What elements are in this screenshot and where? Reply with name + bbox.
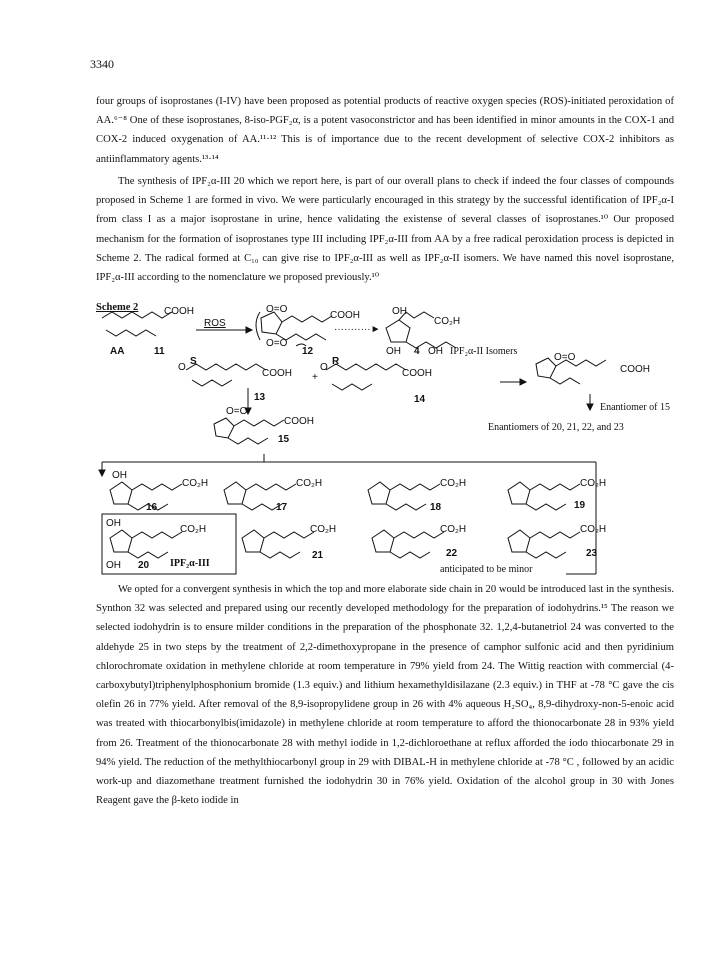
label-co2h: CO₂H <box>310 524 337 535</box>
cmpd-4-ring <box>386 320 410 342</box>
paragraph-2-text: The synthesis of IPF₂α-III 20 which we report here, is part of our overall plans to check if indeed the four classes of compounds proposed in Scheme 1 are formed in vivo. We were particularly encouraged in this strategy by the successful identification of IPF₂α-I from class I as a major isoprostane in urine, hence validating the existense of several classes of isoprostanes.¹⁰ Our proposed mechanism for the formation of isoprostanes type III including IPF₂α-III from AA by a free radical peroxidation process is depicted in Scheme 2. The radical formed at C₁₀ can give rise to IPF₂α-III as well as IPF₂α-II isomers. We have named this novel isoprostane, IPF₂α-III according to the nomenclature we proposed previously.¹⁰ <box>96 176 674 284</box>
label-minor: anticipated to be minor <box>440 564 533 575</box>
label-oh: OH <box>106 518 121 529</box>
label-ooh: OH <box>112 470 127 481</box>
label-oh: OH <box>428 346 443 357</box>
label-13: 13 <box>254 392 266 403</box>
paragraph-1 <box>96 92 674 169</box>
label-cooh: COOH <box>402 368 432 379</box>
label-15: 15 <box>278 434 290 445</box>
label-oo: O=O <box>226 406 248 417</box>
label-r: R <box>332 356 340 367</box>
cmpd-16-ring <box>110 482 132 504</box>
cmpd-21-ring <box>242 530 264 552</box>
cmpd-18-ring <box>368 482 390 504</box>
label-ipf-iii: IPF₂α-III <box>170 558 210 569</box>
label-co2h: CO₂H <box>580 478 607 489</box>
cmpd-20-box <box>102 514 236 574</box>
label-co2h: CO₂H <box>440 524 467 535</box>
page-number: 3340 <box>90 57 114 71</box>
cmpd-17-ring <box>224 482 246 504</box>
label-21: 21 <box>312 550 324 561</box>
cmpd-13-chain <box>186 364 266 370</box>
label-22: 22 <box>446 548 458 559</box>
paragraph-3-text: We opted for a convergent synthesis in which the top and more elaborate side chain in 20 would be introduced last in the synthesis. Synthon 32 was selected and prepared using our recently developed methodology for the preparation of iodohydrins.¹⁵ The reason we selected iodohydrin is to ensure milder conditions in the preparation of the phosphonate 32. 1,2,4-butanetriol 24 was converted to the aldehyde 25 in two steps by the treatment of 2,2-dimethoxypropane in the presence of camphor sulfonic acid and then pyridinium chlorochromate oxidation in methylene chloride at room temperature in 79% yield from 24. The Wittig reaction with commercial (4-carboxybutyl)triphenylphosphonium bromide (1.3 equiv.) and lithium hexamethyldisilazane (2.3 equiv.) in THF at -78 °C gave the cis olefin 26 in 77% yield. After removal of the 8,9-isopropylidene group in 26 with 4% aqueous H₂SO₄, 8,9-dihydroxy-non-5-enoic acid was treated with thiocarbonylbis(imidazole) in methylene chloride at room temperature to afford the thionocarbonate 28 in 93% yield from 26. Treatment of the thionocarbonate 28 with methyl iodide in 1,2-dichloroethane at reflux afforded the iodo thiocarbonate 29 in 94% yield. The reduction of the methylthiocarbonyl group in 29 with DIBAL-H in methylene chloride at -78 °C , followed by an acidic work-up and diazomethane treatment furnished the iodohydrin 30 in 76% yield. Oxidation of the alcohol group in 30 with Jones Reagent gave the β-keto iodide in <box>96 584 674 807</box>
label-oh: OH <box>392 306 407 317</box>
cmpd-20-ring <box>110 530 132 552</box>
paragraph-3 <box>96 580 674 810</box>
label-aa: AA <box>110 346 125 357</box>
label-16: 16 <box>146 502 158 513</box>
label-18: 18 <box>430 502 442 513</box>
label-s: S <box>190 356 197 367</box>
cmpd-15-ring <box>214 418 234 438</box>
label-co2h: CO₂H <box>180 524 207 535</box>
label-ipf-ii-isomers: IPF₂α-II Isomers <box>450 346 518 357</box>
label-17: 17 <box>276 502 288 513</box>
label-14: 14 <box>414 394 426 405</box>
label-ros: ROS <box>204 318 226 329</box>
label-cooh: COOH <box>262 368 292 379</box>
label-cooh: COOH <box>330 310 360 321</box>
scheme-2-figure <box>96 302 686 580</box>
label-11: 11 <box>154 346 165 357</box>
label-cooh: COOH <box>284 416 314 427</box>
paragraph-1-text: four groups of isoprostanes (I-IV) have been proposed as potential products of reactive oxygen species (ROS)-initiated peroxidation of AA.⁶⁻⁸ One of these isoprostanes, 8-iso-PGF₂α, is a potent vasoconstrictor and has been identified in minor amounts in the COX-1 and COX-2 induced oxygenation of AA.¹¹·¹² This is of importance due to the recent development of selective COX-2 inhibitors as antiinflammatory agents.¹³·¹⁴ <box>96 96 674 165</box>
label-oh: OH <box>386 346 401 357</box>
aa-chain-lower <box>106 330 156 336</box>
label-oh: OH <box>106 560 121 571</box>
label-plus: + <box>312 372 318 383</box>
label-enantiomer-15: Enantiomer of 15 <box>600 402 670 413</box>
label-12: 12 <box>302 346 314 357</box>
label-oo: O=O <box>266 304 288 315</box>
label-enantiomers: Enantiomers of 20, 21, 22, and 23 <box>488 422 624 433</box>
label-o: O <box>178 362 186 373</box>
label-23: 23 <box>586 548 598 559</box>
cmpd-19-ring <box>508 482 530 504</box>
label-cooh: COOH <box>620 364 650 375</box>
label-oo: O=O <box>266 338 288 349</box>
label-co2h: CO₂H <box>182 478 209 489</box>
label-co2h: CO₂H <box>434 316 461 327</box>
label-co2h: CO₂H <box>580 524 607 535</box>
scheme-title: Scheme 2 <box>96 302 139 313</box>
label-co2h: CO₂H <box>296 478 323 489</box>
label-co2h: CO₂H <box>440 478 467 489</box>
label-4: 4 <box>414 346 420 357</box>
scheme-structures <box>96 302 686 580</box>
label-cooh: COOH <box>164 306 194 317</box>
paragraph-2 <box>96 172 674 287</box>
cmpd-right-ring <box>536 358 556 378</box>
cmpd-22-ring <box>372 530 394 552</box>
label-20: 20 <box>138 560 150 571</box>
label-19: 19 <box>574 500 586 511</box>
label-dots: ···········► <box>334 324 381 335</box>
label-o: O <box>320 362 328 373</box>
cmpd-12-ring <box>261 312 282 334</box>
label-oo: O=O <box>554 352 576 363</box>
cmpd-23-ring <box>508 530 530 552</box>
